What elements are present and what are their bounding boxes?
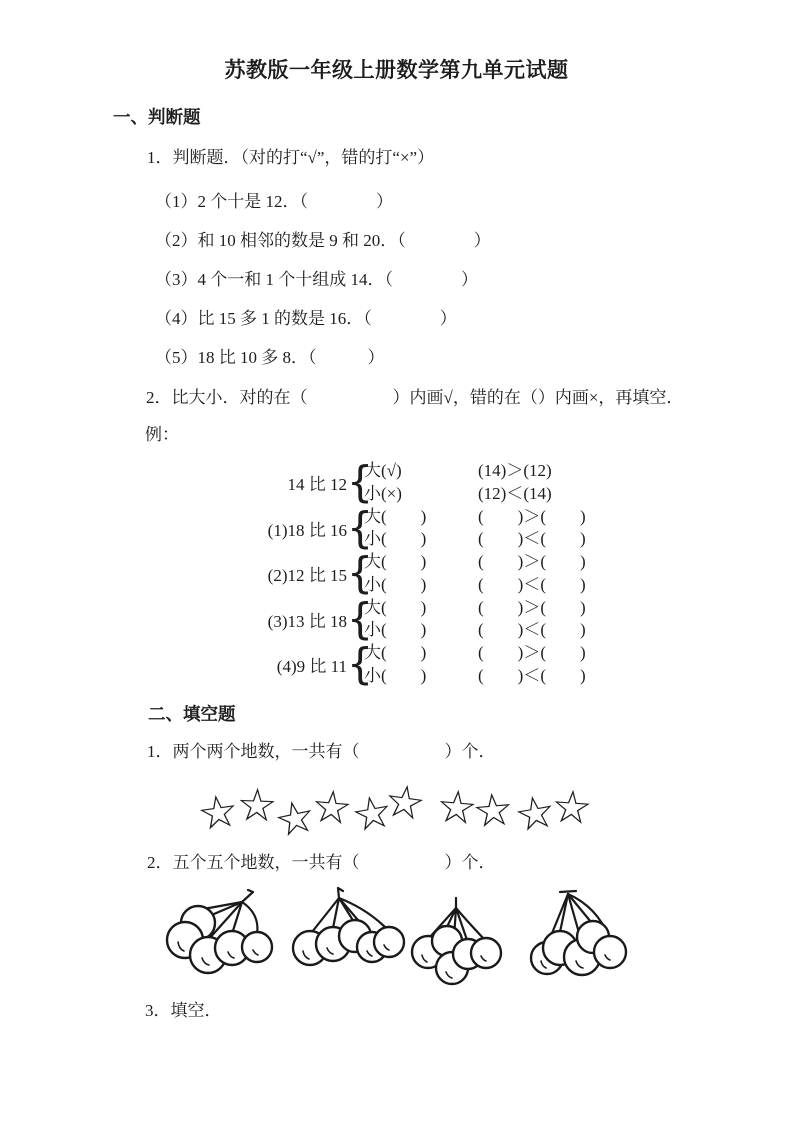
left-brace-icon: { [347, 502, 374, 553]
compare-row [253, 639, 586, 690]
compare-small-line: 小( ) [364, 574, 427, 594]
judgment-item-2: （2）和 10 相邻的数是 9 和 20．（ ） [155, 231, 491, 250]
star-icon: ☆ [309, 778, 355, 836]
compare-less-line: ( )＜( ) [478, 665, 586, 685]
compare-big-line: 大( ) [364, 643, 427, 663]
compare-label: (4)9 比 11 [276, 657, 347, 677]
compare-row [253, 502, 586, 553]
compare-small-line: 小( ) [364, 620, 427, 640]
compare-row [253, 548, 586, 599]
section1-header: 一、判断题 [113, 107, 201, 127]
judgment-item-1: （1）2 个十是 12．（ ） [155, 192, 393, 211]
q2-stem: 2．比大小．对的在（ ）内画√，错的在（）内画×，再填空． [146, 388, 684, 407]
compare-greater-line: ( )＞( ) [478, 597, 586, 617]
cherry-bunch-figure [522, 882, 624, 982]
left-brace-icon: { [347, 548, 374, 599]
star-icon: ☆ [346, 782, 398, 844]
star-icon: ☆ [380, 772, 430, 832]
compare-small-line: 小(×) [364, 483, 402, 503]
star-icon: ☆ [269, 787, 321, 849]
star-icon: ☆ [434, 778, 480, 836]
compare-label: (3)13 比 18 [267, 611, 347, 631]
section2-header: 二、填空题 [148, 704, 236, 724]
compare-big-line: 大(√) [364, 461, 402, 481]
compare-label: 14 比 12 [287, 475, 347, 495]
star-icon: ☆ [549, 778, 595, 836]
compare-label: (1)18 比 16 [267, 520, 347, 540]
cherry-bunch-figure [412, 896, 507, 988]
fill-q3-stem: 3．填空． [145, 1001, 222, 1020]
q2-example-label: 例： [145, 425, 179, 444]
left-brace-icon: { [347, 639, 374, 690]
fill-q2-stem: 2．五个五个地数，一共有（ ）个． [147, 853, 496, 872]
compare-greater-line: ( )＞( ) [478, 552, 586, 572]
cherry-bunch-figure [292, 884, 404, 979]
compare-big-line: 大( ) [364, 597, 427, 617]
compare-label: (2)12 比 15 [267, 566, 347, 586]
compare-less-line: (12)＜(14) [478, 483, 552, 503]
left-brace-icon: { [347, 593, 374, 644]
compare-row [253, 593, 586, 644]
star-icon: ☆ [235, 777, 279, 833]
fill-q1-stem: 1．两个两个地数，一共有（ ）个． [147, 742, 496, 761]
compare-greater-line: ( )＞( ) [478, 506, 586, 526]
comparison-exercise [253, 457, 586, 690]
compare-small-line: 小( ) [364, 665, 427, 685]
compare-big-line: 大( ) [364, 552, 427, 572]
compare-greater-line: (14)＞(12) [478, 461, 552, 481]
judgment-item-4: （4）比 15 多 1 的数是 16．（ ） [155, 309, 457, 328]
compare-less-line: ( )＜( ) [478, 574, 586, 594]
left-brace-icon: { [347, 457, 374, 508]
q1-stem: 1．判断题．（对的打“√”，错的打“×”） [147, 148, 435, 167]
compare-big-line: 大( ) [364, 506, 427, 526]
judgment-item-5: （5）18 比 10 多 8．（ ） [155, 348, 385, 367]
compare-less-line: ( )＜( ) [478, 620, 586, 640]
cherry-bunch-figure [162, 886, 274, 986]
compare-small-line: 小( ) [364, 529, 427, 549]
star-icon: ☆ [470, 781, 516, 839]
compare-greater-line: ( )＞( ) [478, 643, 586, 663]
star-icon: ☆ [193, 782, 243, 842]
judgment-item-3: （3）4 个一和 1 个十组成 14．（ ） [155, 270, 478, 289]
compare-less-line: ( )＜( ) [478, 529, 586, 549]
page-title: 苏教版一年级上册数学第九单元试题 [224, 58, 569, 82]
compare-row [253, 457, 586, 508]
star-icon: ☆ [509, 782, 561, 844]
